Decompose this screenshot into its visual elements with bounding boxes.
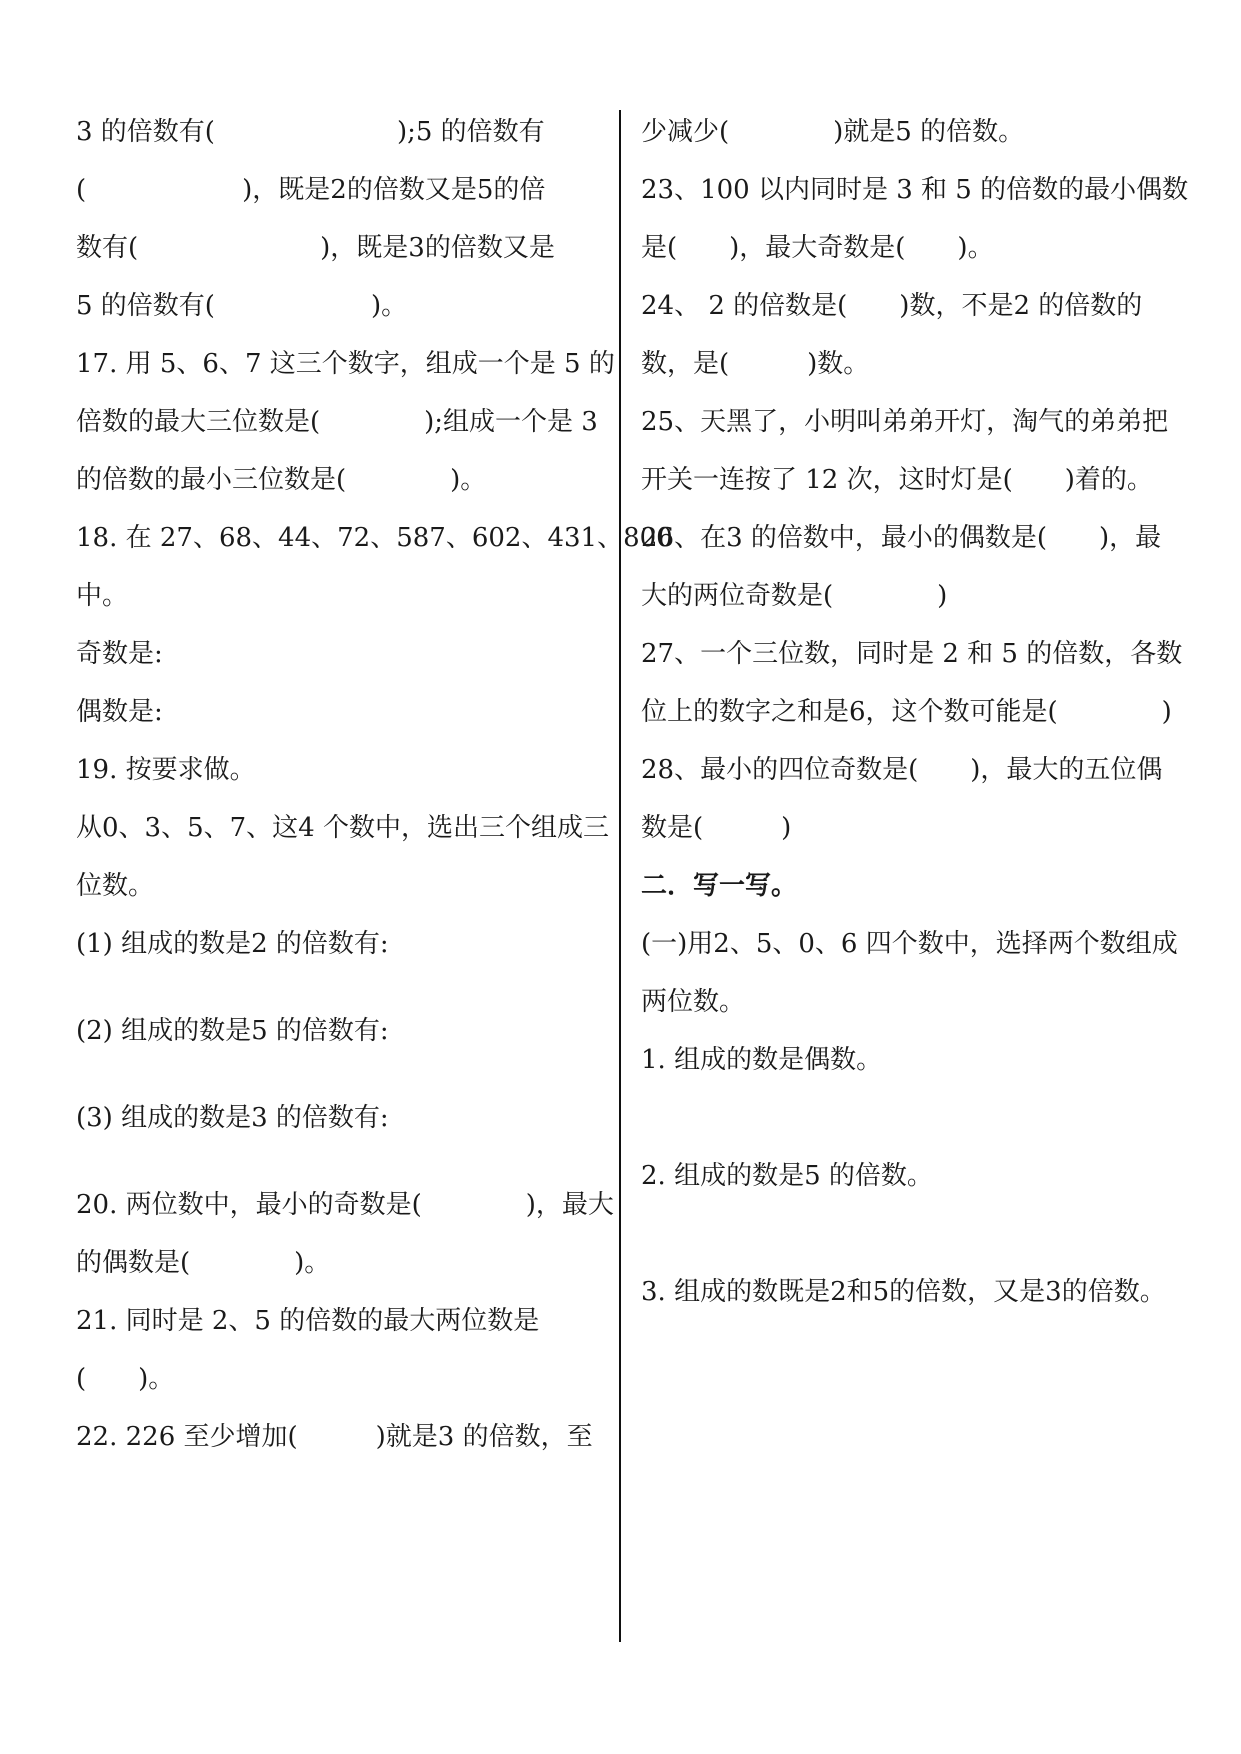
q17-line-2: 倍数的最大三位数是( );组成一个是 3 bbox=[76, 407, 598, 437]
q26-line-1: 26、在3 的倍数中，最小的偶数是( )，最 bbox=[641, 523, 1162, 553]
q16-line-2: ( )，既是2的倍数又是5的倍 bbox=[76, 175, 546, 205]
q19-sub-2: (2) 组成的数是5 的倍数有: bbox=[76, 1016, 389, 1046]
q16-line-3: 数有( )，既是3的倍数又是 bbox=[76, 233, 555, 263]
q22-line-1: 22. 226 至少增加( )就是3 的倍数，至 bbox=[76, 1422, 593, 1452]
section-intro-line-2: 两位数。 bbox=[641, 987, 746, 1017]
q18-line-1: 18. 在 27、68、44、72、587、602、431、800 bbox=[76, 523, 673, 553]
task-2: 2. 组成的数是5 的倍数。 bbox=[641, 1161, 933, 1191]
q20-line-2: 的偶数是( )。 bbox=[76, 1248, 331, 1278]
task-3: 3. 组成的数既是2和5的倍数，又是3的倍数。 bbox=[641, 1277, 1166, 1307]
task-1: 1. 组成的数是偶数。 bbox=[641, 1045, 883, 1075]
q21-line-2: ( )。 bbox=[76, 1364, 175, 1394]
q16-line-1: 3 的倍数有( );5 的倍数有 bbox=[76, 117, 545, 147]
column-divider bbox=[619, 110, 621, 1642]
q22-line-2: 少减少( )就是5 的倍数。 bbox=[641, 117, 1025, 147]
q19-sub-1: (1) 组成的数是2 的倍数有: bbox=[76, 929, 389, 959]
q25-line-1: 25、天黑了，小明叫弟弟开灯，淘气的弟弟把 bbox=[641, 407, 1169, 437]
q19-line-1: 从0、3、5、7、这4 个数中，选出三个组成三 bbox=[76, 813, 609, 843]
q16-line-4: 5 的倍数有( )。 bbox=[76, 291, 408, 321]
q24-line-1: 24、 2 的倍数是( )数，不是2 的倍数的 bbox=[641, 291, 1143, 321]
q19-sub-3: (3) 组成的数是3 的倍数有: bbox=[76, 1103, 389, 1133]
q19-line-2: 位数。 bbox=[76, 871, 155, 901]
q21-line-1: 21. 同时是 2、5 的倍数的最大两位数是 bbox=[76, 1306, 540, 1336]
q18-even-label: 偶数是: bbox=[76, 697, 163, 727]
q18-line-2: 中。 bbox=[76, 581, 129, 611]
q19-title: 19. 按要求做。 bbox=[76, 755, 256, 785]
section-intro-line-1: (一)用2、5、0、6 四个数中，选择两个数组成 bbox=[641, 929, 1178, 959]
q24-line-2: 数，是( )数。 bbox=[641, 349, 870, 379]
q27-line-1: 27、一个三位数，同时是 2 和 5 的倍数，各数 bbox=[641, 639, 1183, 669]
q20-line-1: 20. 两位数中，最小的奇数是( )，最大 bbox=[76, 1190, 614, 1220]
q28-line-1: 28、最小的四位奇数是( )，最大的五位偶 bbox=[641, 755, 1163, 785]
q26-line-2: 大的两位奇数是( ) bbox=[641, 581, 948, 611]
q17-line-1: 17. 用 5、6、7 这三个数字，组成一个是 5 的 bbox=[76, 349, 615, 379]
q27-line-2: 位上的数字之和是6，这个数可能是( ) bbox=[641, 697, 1172, 727]
q17-line-3: 的倍数的最小三位数是( )。 bbox=[76, 465, 487, 495]
q23-line-1: 23、100 以内同时是 3 和 5 的倍数的最小偶数 bbox=[641, 175, 1189, 205]
q25-line-2: 开关一连按了 12 次，这时灯是( )着的。 bbox=[641, 465, 1153, 495]
q23-line-2: 是( )，最大奇数是( )。 bbox=[641, 233, 994, 263]
q28-line-2: 数是( ) bbox=[641, 813, 792, 843]
section-heading: 二．写一写。 bbox=[641, 871, 798, 901]
q18-odd-label: 奇数是: bbox=[76, 639, 163, 669]
